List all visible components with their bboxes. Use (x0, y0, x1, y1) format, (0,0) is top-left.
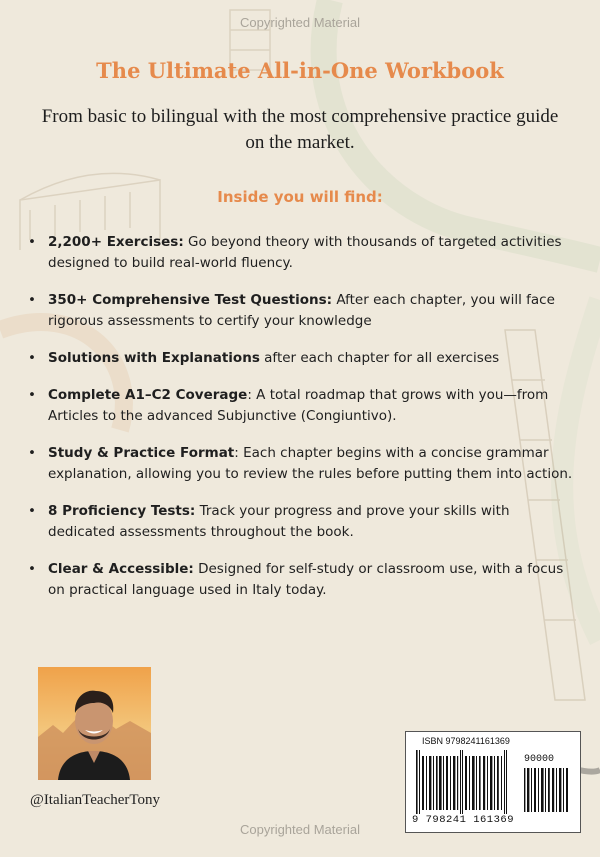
feature-text: Track your progress and prove your skills with dedicated assessments throughout the book. (48, 503, 510, 540)
page-title: The Ultimate All-in-One Workbook (96, 58, 504, 83)
feature-item-test-questions (28, 290, 573, 332)
isbn-label: ISBN 9798241161369 (422, 736, 510, 746)
author-photo (38, 667, 151, 780)
feature-text: : A total roadmap that grows with you—from Articles to the advanced Subjunctive (Congiuntivo). (48, 387, 549, 424)
bullet-icon: • (28, 292, 36, 308)
bullet-icon: • (28, 350, 36, 366)
feature-item-proficiency-tests (28, 501, 573, 543)
isbn-barcode (405, 731, 581, 833)
feature-text: Designed for self-study or classroom use, with a focus on practical language used in Italy today. (48, 561, 564, 598)
author-handle: @ItalianTeacherTony (30, 792, 160, 808)
feature-text: after each chapter for all exercises (259, 350, 500, 366)
feature-title: Clear & Accessible: (48, 561, 194, 577)
bullet-icon: • (28, 503, 36, 519)
copyright-watermark-bottom: Copyrighted Material (240, 822, 360, 837)
feature-item-coverage (28, 385, 573, 427)
bullet-icon: • (28, 445, 36, 461)
bullet-icon: • (28, 387, 36, 403)
subtitle-line-2: on the market. (245, 132, 355, 153)
isbn-price-code: 90000 (524, 754, 555, 765)
feature-title: Complete A1–C2 Coverage (48, 387, 248, 403)
feature-item-format (28, 443, 573, 485)
feature-title: 2,200+ Exercises: (48, 234, 184, 250)
feature-item-accessible (28, 559, 573, 601)
feature-list (28, 232, 573, 617)
subtitle (30, 104, 570, 156)
feature-item-solutions (28, 348, 573, 369)
inside-heading: Inside you will find: (217, 188, 383, 206)
feature-item-exercises (28, 232, 573, 274)
feature-title: Solutions with Explanations (48, 350, 260, 366)
subtitle-line-1: From basic to bilingual with the most comprehensive practice guide (41, 106, 559, 127)
feature-title: 350+ Comprehensive Test Questions: (48, 292, 333, 308)
feature-text: : Each chapter begins with a concise grammar explanation, allowing you to review the rules before putting them into action. (48, 445, 573, 482)
feature-text: Go beyond theory with thousands of targeted activities designed to build real-world fluency. (48, 234, 562, 271)
feature-text: After each chapter, you will face rigorous assessments to certify your knowledge (48, 292, 555, 329)
feature-title: 8 Proficiency Tests: (48, 503, 196, 519)
bullet-icon: • (28, 234, 36, 250)
feature-title: Study & Practice Format (48, 445, 235, 461)
isbn-digits: 9 798241 161369 (412, 814, 515, 826)
copyright-watermark-top: Copyrighted Material (240, 15, 360, 30)
bullet-icon: • (28, 561, 36, 577)
